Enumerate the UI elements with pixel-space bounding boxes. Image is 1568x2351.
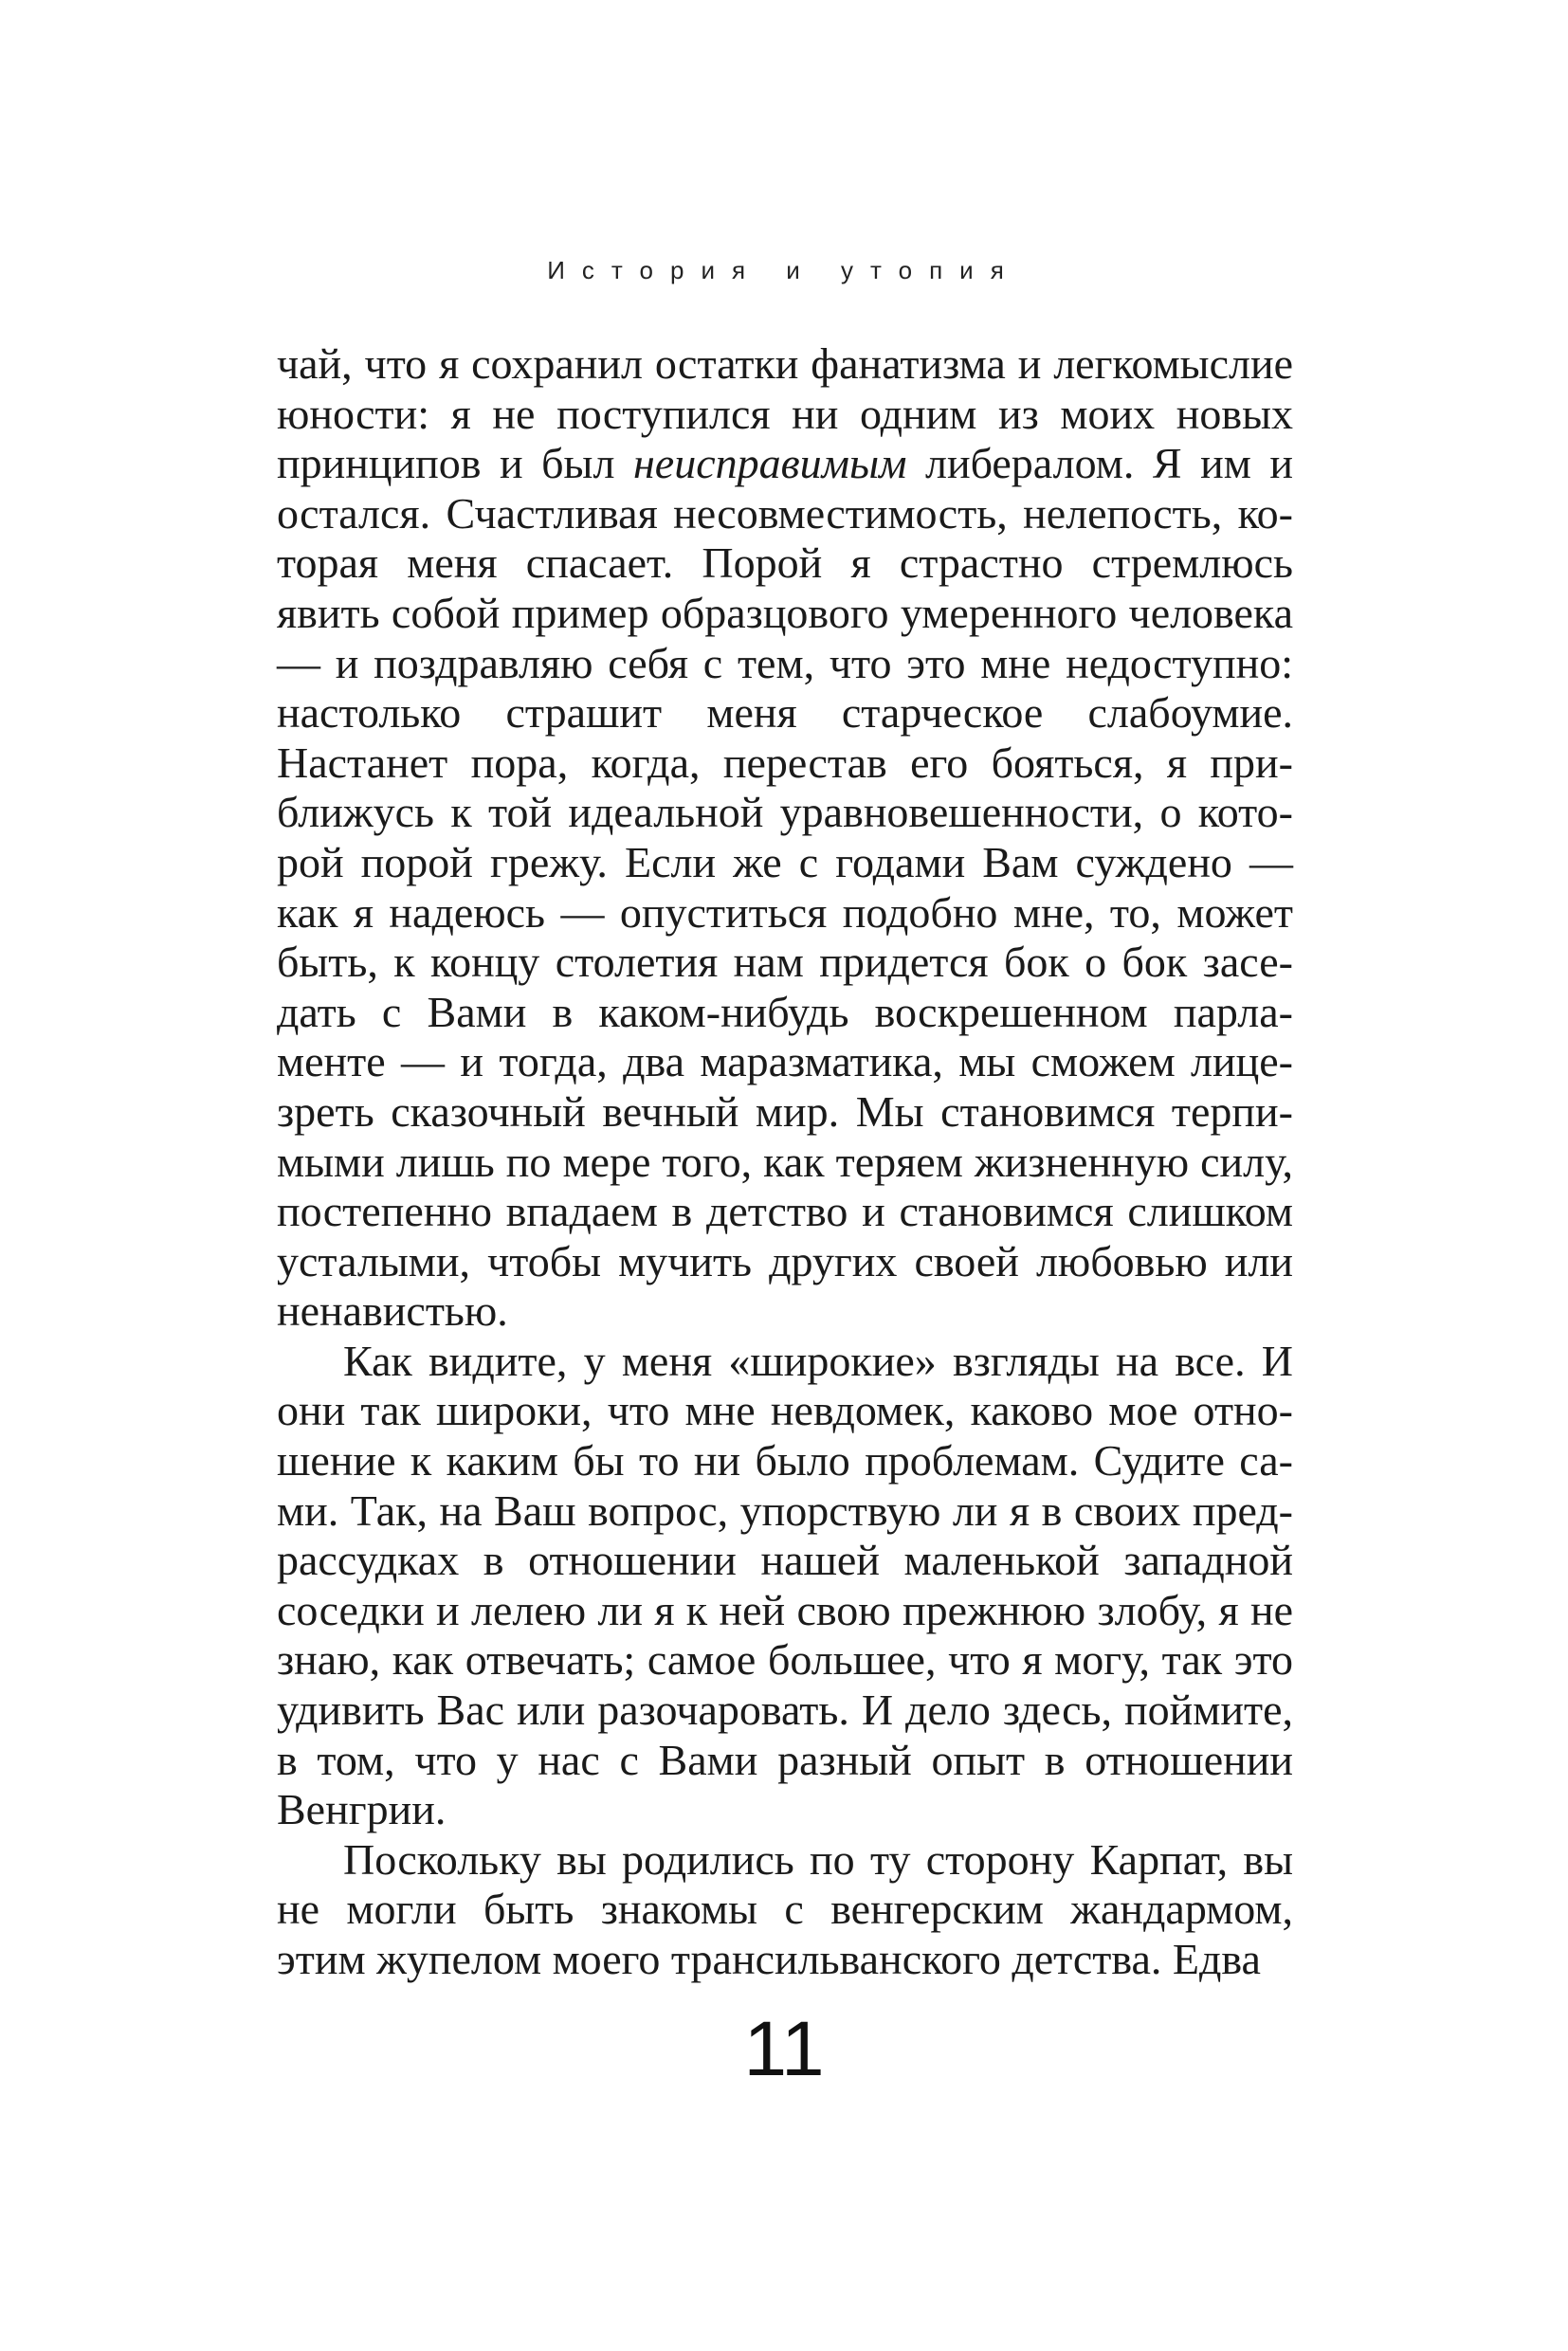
italic-emphasis: неисправимым	[632, 439, 907, 488]
body-text	[277, 339, 1293, 1985]
paragraph-1	[277, 339, 1293, 1337]
page-number: 11	[743, 2006, 825, 2092]
running-head: История и утопия	[547, 256, 1021, 284]
paragraph-1-start: чай, что я сохранил остатки фанатизма и легкомыслие юности: я не поступился ни одним из моих новых принципов и был	[277, 339, 1293, 488]
paragraph-2: Как видите, у меня «широкие» взгляды на все. И они так широки, что мне невдомек, каково мое отношение к каким бы то ни было проблемам. Судите сами. Так, на Ваш вопрос, упорствую ли я в своих предрассудках в отношении нашей маленькой западной соседки и лелею ли я к ней свою прежнюю злобу, я не знаю, как отвечать; самое большее, что я могу, так это удивить Вас или разочаровать. И дело здесь, поймите, в том, что у нас с Вами разный опыт в отношении Венгрии.	[277, 1336, 1293, 1834]
paragraph-3: Поскольку вы родились по ту сторону Карпат, вы не могли быть знакомы с венгерским жандармом, этим жупелом моего трансильванского детства. Едва	[277, 1834, 1293, 1983]
paragraph-1-end: либералом. Я им и остался. Счастливая несовместимость, нелепость, которая меня спасает. Порой я страстно стремлюсь явить собой пример образцового умеренного человека — и поздравляю себя с тем, что это мне недоступно: настолько страшит меня старческое слабоумие. Настанет пора, когда, перестав его бояться, я приближусь к той идеальной уравновешенности, о которой порой грежу. Если же с годами Вам суждено — как я надеюсь — опуститься подобно мне, то, может быть, к концу столетия нам придется бок о бок заседать с Вами в каком-нибудь воскрешенном парламенте — и тогда, два маразматика, мы сможем лицезреть сказочный вечный мир. Мы становимся терпимыми лишь по мере того, как теряем жизненную силу, постепенно впадаем в детство и становимся слишком усталыми, чтобы мучить других своей любовью или ненавистью.	[277, 439, 1293, 1336]
